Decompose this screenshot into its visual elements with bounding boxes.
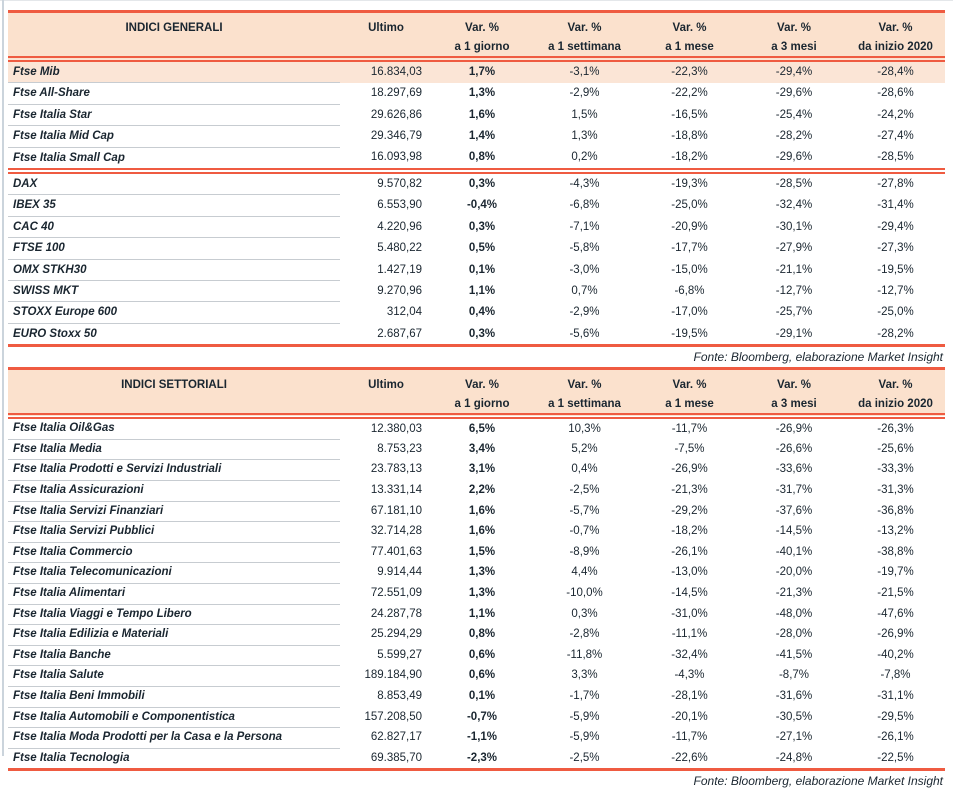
var-inizio-2020-cell: -26,3%: [877, 422, 914, 435]
ultimo-cell: 62.827,17: [370, 731, 422, 744]
var-1-giorno-cell: 0,6%: [468, 648, 496, 661]
table-row: [8, 687, 945, 708]
var-inizio-2020-cell: -28,5%: [877, 151, 914, 164]
var-1-settimana-cell: -4,3%: [532, 171, 637, 195]
var-1-giorno-cell: 0,6%: [468, 669, 496, 682]
var-1-mese-cell: -18,2%: [671, 525, 708, 538]
var-3-mesi-cell: -29,6%: [775, 151, 813, 164]
indici-settoriali-section: [8, 367, 945, 791]
table-row: [8, 501, 945, 522]
index-name-cell: Ftse Italia Star: [8, 104, 340, 125]
page-top-edge-line: [0, 0, 953, 1]
col-header-var-1-settimana: Var. % a 1 settimana: [532, 369, 637, 417]
var-1-settimana-cell: -3,0%: [569, 263, 600, 276]
var-inizio-2020-cell: -24,2%: [877, 108, 914, 121]
var-inizio-2020-cell: -29,5%: [877, 710, 914, 723]
ultimo-cell: 8.853,49: [377, 690, 422, 702]
var-1-giorno-cell: 0,3%: [468, 327, 496, 340]
var-1-giorno-cell: 0,1%: [468, 690, 496, 702]
var-1-settimana-cell: -0,7%: [569, 525, 600, 538]
var-1-mese-cell: -11,7%: [671, 422, 708, 435]
col-header-var-inizio-2020: Var. % da inizio 2020: [846, 369, 945, 417]
index-name-cell: Ftse Italia Servizi Finanziari: [8, 501, 340, 522]
ultimo-cell: 29.346,79: [370, 130, 422, 143]
ultimo-cell: 16.834,03: [340, 59, 432, 83]
ultimo-cell: 1.427,19: [377, 263, 422, 276]
ultimo-cell: 5.599,27: [377, 648, 422, 661]
var-3-mesi-cell: -8,7%: [778, 669, 810, 682]
table-row: [8, 259, 945, 280]
table-row: [8, 666, 945, 687]
ultimo-cell: 67.181,10: [370, 504, 422, 517]
index-name-cell: Ftse Italia Assicurazioni: [8, 481, 340, 502]
ultimo-cell: 77.401,63: [370, 545, 422, 558]
var-inizio-2020-cell: -26,1%: [877, 731, 914, 744]
var-inizio-2020-cell: -22,5%: [877, 751, 914, 764]
var-1-settimana-cell: -11,8%: [566, 648, 603, 661]
var-inizio-2020-cell: -38,8%: [877, 545, 914, 558]
index-name-cell: SWISS MKT: [8, 281, 340, 302]
ultimo-cell: 24.287,78: [370, 607, 422, 620]
var-inizio-2020-cell: -31,3%: [877, 484, 914, 497]
var-1-mese-cell: -22,3%: [637, 59, 742, 83]
table-row: [8, 460, 945, 481]
table-row: [8, 238, 945, 259]
var-1-settimana-cell: -5,8%: [569, 242, 600, 255]
var-3-mesi-cell: -30,1%: [775, 220, 813, 233]
var-1-giorno-cell: 2,2%: [468, 484, 496, 497]
var-inizio-2020-cell: -25,6%: [877, 442, 914, 455]
var-1-settimana-cell: 10,3%: [568, 422, 601, 435]
table-row: [8, 195, 945, 216]
indici-generali-section: [8, 0, 945, 367]
ultimo-cell: 25.294,29: [370, 628, 422, 641]
var-3-mesi-cell: -37,6%: [775, 504, 813, 517]
var-3-mesi-cell: -32,4%: [775, 199, 813, 212]
var-1-settimana-cell: 1,5%: [571, 108, 598, 121]
var-1-settimana-cell: 0,2%: [571, 151, 598, 164]
index-name-cell: Ftse Italia Mid Cap: [8, 126, 340, 147]
var-1-settimana-cell: -10,0%: [566, 587, 603, 600]
table-row: [8, 707, 945, 728]
index-name-cell: Ftse Italia Commercio: [8, 542, 340, 563]
var-1-settimana-cell: -5,7%: [569, 504, 600, 517]
var-1-mese-cell: -17,0%: [671, 306, 708, 319]
var-1-settimana-cell: -3,1%: [532, 59, 637, 83]
var-1-mese-cell: -18,8%: [671, 130, 708, 143]
var-1-settimana-cell: -1,7%: [569, 690, 600, 702]
col-header-var-3-mesi: Var. % a 3 mesi: [742, 369, 846, 417]
ultimo-cell: 6.553,90: [377, 199, 422, 212]
var-3-mesi-cell: -41,5%: [775, 648, 813, 661]
ultimo-cell: 18.297,69: [370, 87, 422, 100]
var-3-mesi-cell: -28,2%: [775, 130, 813, 143]
ultimo-cell: 5.480,22: [377, 242, 422, 255]
var-1-giorno-cell: 0,4%: [468, 306, 496, 319]
var-1-mese-cell: -20,1%: [671, 710, 708, 723]
ultimo-cell: 9.270,96: [377, 285, 422, 298]
index-name-cell: Ftse Italia Viaggi e Tempo Libero: [8, 604, 340, 625]
var-1-mese-cell: -16,5%: [671, 108, 708, 121]
var-inizio-2020-cell: -33,3%: [877, 463, 914, 476]
var-1-settimana-cell: -2,9%: [569, 87, 600, 100]
var-1-mese-cell: -18,2%: [671, 151, 708, 164]
var-1-giorno-cell: 6,5%: [468, 422, 496, 435]
var-3-mesi-cell: -24,8%: [775, 751, 813, 764]
ultimo-cell: 32.714,28: [370, 525, 422, 538]
ultimo-cell: 29.626,86: [370, 108, 422, 121]
var-3-mesi-cell: -30,5%: [775, 710, 813, 723]
var-1-settimana-cell: -2,9%: [569, 306, 600, 319]
col-header-var-1-giorno: Var. % a 1 giorno: [432, 369, 532, 417]
var-1-settimana-cell: -6,8%: [569, 199, 600, 212]
col-header-ultimo: Ultimo: [340, 12, 432, 60]
table-row: [8, 323, 945, 345]
var-1-giorno-cell: 0,8%: [468, 628, 496, 641]
table-row: [8, 481, 945, 502]
indici-generali-table: [8, 10, 945, 347]
var-3-mesi-cell: -40,1%: [775, 545, 813, 558]
index-name-cell: Ftse Italia Beni Immobili: [8, 687, 340, 708]
index-name-cell: Ftse Italia Automobili e Componentistica: [8, 707, 340, 728]
table-row: [8, 748, 945, 770]
var-3-mesi-cell: -48,0%: [775, 607, 813, 620]
index-name-cell: Ftse Italia Prodotti e Servizi Industriali: [8, 460, 340, 481]
table-row: [8, 104, 945, 125]
var-inizio-2020-cell: -40,2%: [877, 648, 914, 661]
index-name-cell: Ftse All-Share: [8, 83, 340, 104]
var-inizio-2020-cell: -28,6%: [877, 87, 914, 100]
var-1-mese-cell: -21,3%: [671, 484, 708, 497]
table-row: [8, 302, 945, 323]
var-inizio-2020-cell: -47,6%: [877, 607, 914, 620]
var-1-giorno-cell: -0,7%: [466, 710, 498, 723]
var-3-mesi-cell: -33,6%: [775, 463, 813, 476]
index-name-cell: Ftse Italia Alimentari: [8, 584, 340, 605]
var-1-settimana-cell: -2,5%: [569, 751, 600, 764]
ultimo-cell: 69.385,70: [370, 751, 422, 764]
page-left-edge-line: [2, 0, 4, 756]
table-row: [8, 59, 945, 83]
var-inizio-2020-cell: -26,9%: [877, 628, 914, 641]
var-1-settimana-cell: 0,3%: [571, 607, 598, 620]
var-1-settimana-cell: -2,5%: [569, 484, 600, 497]
table-title: INDICI GENERALI: [8, 12, 340, 60]
var-1-mese-cell: -11,7%: [671, 731, 708, 744]
var-3-mesi-cell: -26,9%: [775, 422, 813, 435]
var-3-mesi-cell: -20,0%: [775, 566, 813, 579]
var-inizio-2020-cell: -21,5%: [877, 587, 914, 600]
ultimo-cell: 16.093,98: [370, 151, 422, 164]
var-1-mese-cell: -4,3%: [674, 669, 705, 682]
var-1-mese-cell: -20,9%: [671, 220, 708, 233]
var-3-mesi-cell: -25,4%: [775, 108, 813, 121]
var-1-settimana-cell: 3,3%: [571, 669, 598, 682]
var-3-mesi-cell: -21,1%: [775, 263, 813, 276]
index-name-cell: Ftse Italia Moda Prodotti per la Casa e la Persona: [8, 728, 340, 749]
index-name-cell: Ftse Italia Oil&Gas: [8, 416, 340, 439]
col-header-var-1-giorno: Var. % a 1 giorno: [432, 12, 532, 60]
var-1-giorno-cell: 0,1%: [468, 263, 496, 276]
var-3-mesi-cell: -26,6%: [775, 442, 813, 455]
index-name-cell: OMX STKH30: [8, 259, 340, 280]
var-1-giorno-cell: 1,1%: [468, 607, 496, 620]
var-1-giorno-cell: 1,7%: [432, 59, 532, 83]
var-1-mese-cell: -25,0%: [671, 199, 708, 212]
var-inizio-2020-cell: -31,1%: [877, 690, 914, 702]
source-note: Fonte: Bloomberg, elaborazione Market Insight: [693, 774, 943, 789]
header-row: [8, 12, 945, 60]
table-row: [8, 216, 945, 237]
ultimo-cell: 13.331,14: [370, 484, 422, 497]
table-row: [8, 584, 945, 605]
var-1-giorno-cell: 0,8%: [468, 151, 496, 164]
var-1-settimana-cell: -5,6%: [569, 327, 600, 340]
var-1-mese-cell: -13,0%: [671, 566, 708, 579]
var-1-giorno-cell: 1,3%: [468, 566, 496, 579]
index-name-cell: Ftse Italia Servizi Pubblici: [8, 522, 340, 543]
var-1-settimana-cell: 5,2%: [571, 442, 598, 455]
var-1-mese-cell: -17,7%: [671, 242, 708, 255]
var-1-mese-cell: -22,2%: [671, 87, 708, 100]
ultimo-cell: 312,04: [386, 306, 422, 319]
var-3-mesi-cell: -27,1%: [775, 731, 813, 744]
var-1-giorno-cell: 1,6%: [468, 525, 496, 538]
col-header-var-1-mese: Var. % a 1 mese: [637, 12, 742, 60]
ultimo-cell: 12.380,03: [370, 422, 422, 435]
var-1-mese-cell: -26,1%: [671, 545, 708, 558]
var-1-settimana-cell: 0,4%: [571, 463, 598, 476]
var-3-mesi-cell: -29,4%: [742, 59, 846, 83]
var-1-giorno-cell: 0,3%: [468, 220, 496, 233]
var-inizio-2020-cell: -28,4%: [846, 59, 945, 83]
var-inizio-2020-cell: -13,2%: [877, 525, 914, 538]
index-name-cell: Ftse Italia Edilizia e Materiali: [8, 625, 340, 646]
var-1-settimana-cell: -7,1%: [569, 220, 600, 233]
col-header-var-inizio-2020: Var. % da inizio 2020: [846, 12, 945, 60]
index-name-cell: DAX: [8, 171, 340, 195]
indici-settoriali-table: [8, 367, 945, 771]
index-name-cell: Ftse Italia Banche: [8, 645, 340, 666]
var-inizio-2020-cell: -27,8%: [846, 171, 945, 195]
col-header-var-1-settimana: Var. % a 1 settimana: [532, 12, 637, 60]
table-row: [8, 604, 945, 625]
index-name-cell: FTSE 100: [8, 238, 340, 259]
var-1-mese-cell: -26,9%: [671, 463, 708, 476]
index-name-cell: Ftse Italia Media: [8, 439, 340, 460]
table-row: [8, 147, 945, 171]
var-1-giorno-cell: 1,1%: [468, 285, 496, 298]
var-3-mesi-cell: -29,1%: [775, 327, 813, 340]
index-name-cell: Ftse Italia Small Cap: [8, 147, 340, 171]
var-inizio-2020-cell: -36,8%: [877, 504, 914, 517]
var-1-giorno-cell: -1,1%: [466, 731, 498, 744]
table-row: [8, 83, 945, 104]
ultimo-cell: 157.208,50: [364, 710, 422, 723]
var-1-giorno-cell: 1,6%: [468, 108, 496, 121]
col-header-var-1-mese: Var. % a 1 mese: [637, 369, 742, 417]
var-inizio-2020-cell: -28,2%: [877, 327, 914, 340]
var-1-settimana-cell: -2,8%: [569, 628, 600, 641]
index-name-cell: CAC 40: [8, 216, 340, 237]
table-row: [8, 542, 945, 563]
var-1-giorno-cell: 0,5%: [468, 242, 496, 255]
col-header-var-3-mesi: Var. % a 3 mesi: [742, 12, 846, 60]
var-1-settimana-cell: 4,4%: [571, 566, 598, 579]
table-row: [8, 126, 945, 147]
var-3-mesi-cell: -28,5%: [742, 171, 846, 195]
var-3-mesi-cell: -31,7%: [775, 484, 813, 497]
table-row: [8, 625, 945, 646]
source-note: Fonte: Bloomberg, elaborazione Market Insight: [693, 350, 943, 365]
var-1-mese-cell: -19,3%: [637, 171, 742, 195]
table-row: [8, 522, 945, 543]
var-3-mesi-cell: -25,7%: [775, 306, 813, 319]
index-name-cell: EURO Stoxx 50: [8, 323, 340, 345]
var-1-giorno-cell: 3,1%: [468, 463, 496, 476]
index-name-cell: IBEX 35: [8, 195, 340, 216]
table-row: [8, 728, 945, 749]
var-3-mesi-cell: -21,3%: [775, 587, 813, 600]
var-1-mese-cell: -14,5%: [671, 587, 708, 600]
table-title: INDICI SETTORIALI: [8, 369, 340, 417]
var-1-mese-cell: -6,8%: [674, 285, 705, 298]
table-row: [8, 645, 945, 666]
table-row: [8, 563, 945, 584]
var-1-settimana-cell: -8,9%: [569, 545, 600, 558]
var-1-mese-cell: -29,2%: [671, 504, 708, 517]
var-inizio-2020-cell: -7,8%: [880, 669, 911, 682]
var-1-giorno-cell: 0,3%: [432, 171, 532, 195]
ultimo-cell: 72.551,09: [370, 587, 422, 600]
var-inizio-2020-cell: -31,4%: [877, 199, 914, 212]
var-1-mese-cell: -7,5%: [674, 442, 705, 455]
var-1-mese-cell: -11,1%: [671, 628, 708, 641]
ultimo-cell: 4.220,96: [377, 220, 422, 233]
var-1-giorno-cell: 1,3%: [468, 587, 496, 600]
ultimo-cell: 8.753,23: [377, 442, 422, 455]
var-1-mese-cell: -28,1%: [671, 690, 708, 702]
ultimo-cell: 2.687,67: [377, 327, 422, 340]
var-1-settimana-cell: -5,9%: [569, 710, 600, 723]
ultimo-cell: 9.570,82: [340, 171, 432, 195]
index-name-cell: STOXX Europe 600: [8, 302, 340, 323]
var-1-giorno-cell: 3,4%: [468, 442, 496, 455]
index-name-cell: Ftse Italia Salute: [8, 666, 340, 687]
var-inizio-2020-cell: -27,4%: [877, 130, 914, 143]
var-inizio-2020-cell: -19,5%: [877, 263, 914, 276]
table-row: [8, 416, 945, 439]
var-3-mesi-cell: -14,5%: [775, 525, 813, 538]
var-1-giorno-cell: 1,4%: [468, 130, 496, 143]
var-1-mese-cell: -32,4%: [671, 648, 708, 661]
header-row: [8, 369, 945, 417]
ultimo-cell: 23.783,13: [370, 463, 422, 476]
var-1-mese-cell: -31,0%: [671, 607, 708, 620]
index-name-cell: Ftse Italia Tecnologia: [8, 748, 340, 770]
var-3-mesi-cell: -28,0%: [775, 628, 813, 641]
var-3-mesi-cell: -12,7%: [775, 285, 813, 298]
var-1-giorno-cell: -0,4%: [466, 199, 498, 212]
var-inizio-2020-cell: -12,7%: [877, 285, 914, 298]
table-row: [8, 281, 945, 302]
var-inizio-2020-cell: -19,7%: [877, 566, 914, 579]
var-1-giorno-cell: 1,3%: [468, 87, 496, 100]
var-1-mese-cell: -15,0%: [671, 263, 708, 276]
index-name-cell: Ftse Mib: [8, 59, 340, 83]
var-3-mesi-cell: -27,9%: [775, 242, 813, 255]
var-inizio-2020-cell: -27,3%: [877, 242, 914, 255]
var-1-settimana-cell: 0,7%: [571, 285, 598, 298]
var-1-mese-cell: -19,5%: [671, 327, 708, 340]
table-row: [8, 171, 945, 195]
var-1-mese-cell: -22,6%: [671, 751, 708, 764]
ultimo-cell: 189.184,90: [364, 669, 422, 682]
index-name-cell: Ftse Italia Telecomunicazioni: [8, 563, 340, 584]
var-inizio-2020-cell: -29,4%: [877, 220, 914, 233]
var-1-giorno-cell: 1,6%: [468, 504, 496, 517]
col-header-ultimo: Ultimo: [340, 369, 432, 417]
table-row: [8, 439, 945, 460]
var-1-settimana-cell: -5,9%: [569, 731, 600, 744]
var-3-mesi-cell: -29,6%: [775, 87, 813, 100]
var-1-giorno-cell: -2,3%: [466, 751, 498, 764]
var-3-mesi-cell: -31,6%: [775, 690, 813, 702]
var-1-giorno-cell: 1,5%: [468, 545, 496, 558]
var-1-settimana-cell: 1,3%: [571, 130, 598, 143]
ultimo-cell: 9.914,44: [377, 566, 422, 579]
var-inizio-2020-cell: -25,0%: [877, 306, 914, 319]
